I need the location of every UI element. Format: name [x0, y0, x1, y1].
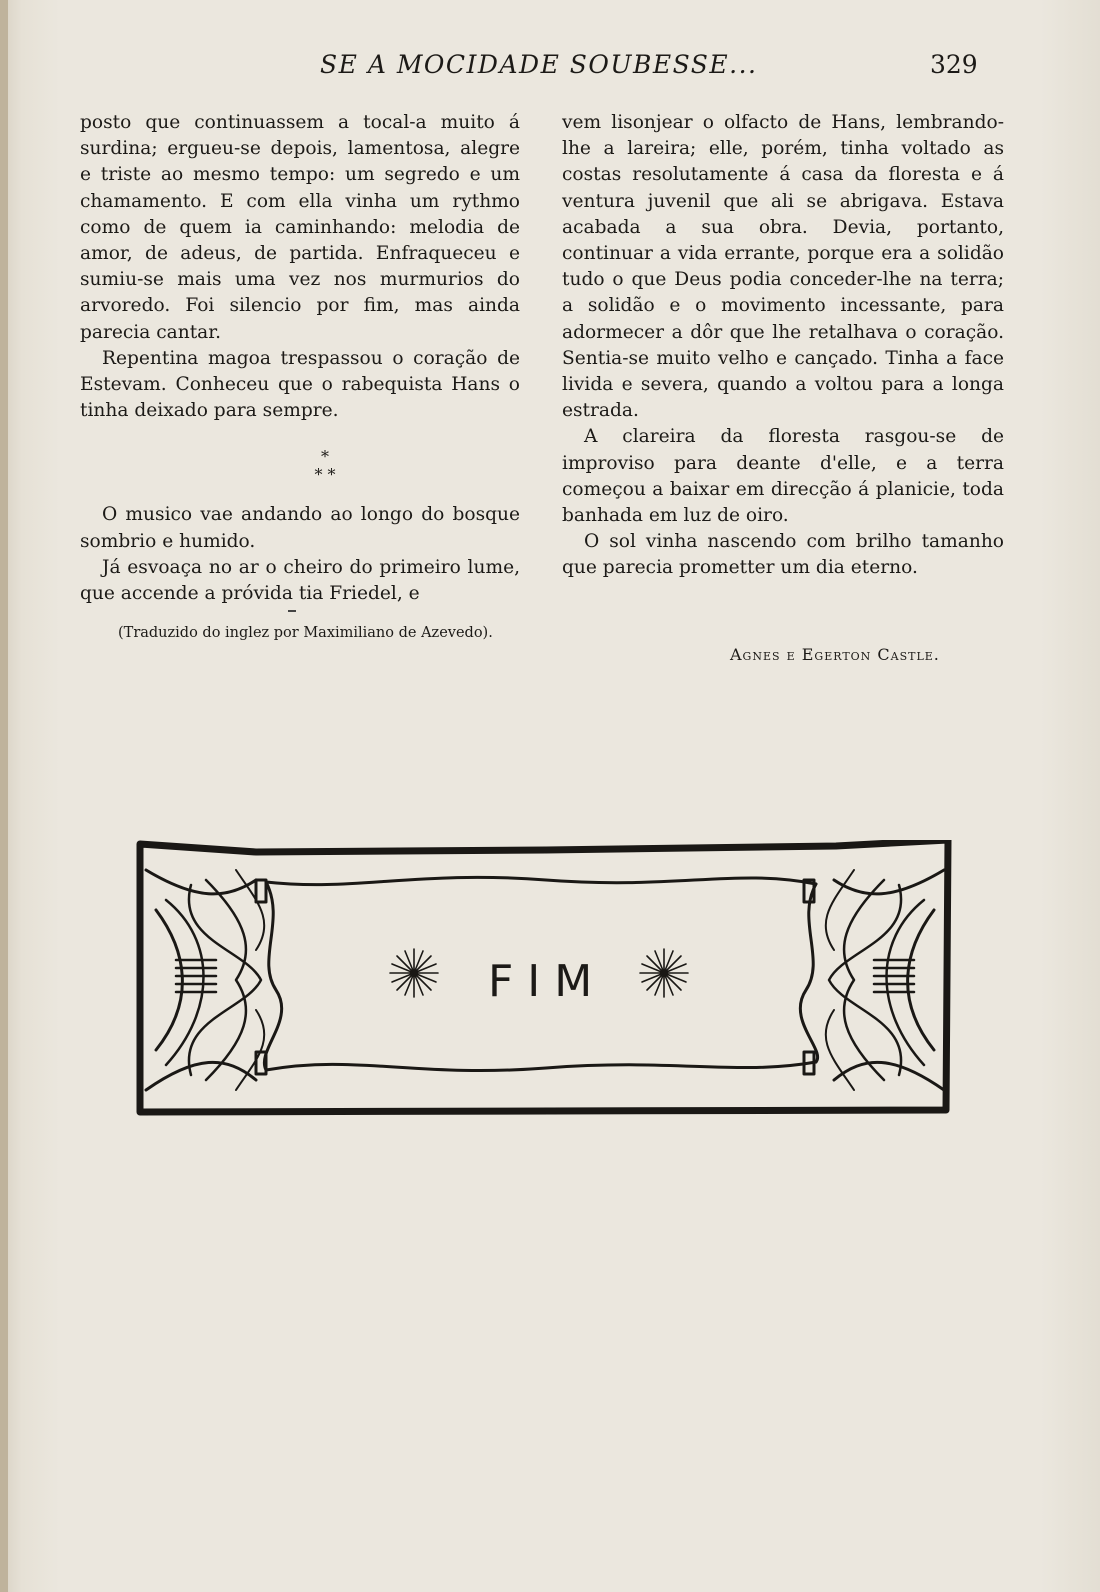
right-text-column [562, 110, 1004, 582]
separator-stars: * * [314, 465, 336, 485]
separator-star: * [321, 447, 329, 467]
running-title: SE A MOCIDADE SOUBESSE... [320, 50, 758, 79]
end-dash [288, 610, 296, 612]
page-number: 329 [930, 50, 978, 79]
page-spine-shadow [0, 0, 8, 1592]
paragraph: Já esvoaça no ar o cheiro do primeiro lume, que accende a próvida tia Friedel, e [80, 556, 520, 605]
paragraph: vem lisonjear o olfacto de Hans, lembrando-lhe a lareira; elle, porém, tinha voltado as costas resolutamente á casa da floresta e á ventura juvenil que ali se abrigava. Estava acabada a sua obra. Devia, portanto, continuar a vida errante, porque era a solidão tudo o que Deus podia conceder-lhe na terra; a solidão e o movimento incessante, para adormecer a dôr que lhe retalhava o coração. Sentia-se muito velho e cançado. Tinha a face livida e severa, quando a voltou para a longa estrada. [562, 112, 1004, 422]
paragraph: A clareira da floresta rasgou-se de improviso para deante d'elle, e a terra começou a baixar em direcção á planicie, toda banhada em luz de oiro. [562, 426, 1004, 527]
author-credit: Agnes e Egerton Castle. [730, 645, 940, 664]
left-text-column [80, 110, 520, 607]
translator-credit: (Traduzido do inglez por Maximiliano de Azevedo). [118, 625, 493, 641]
section-separator [130, 448, 520, 484]
paragraph: O musico vae andando ao longo do bosque sombrio e humido. [80, 504, 520, 552]
fim-label: FIM [488, 956, 607, 1007]
paragraph: posto que continuassem a tocal-a muito á surdina; ergueu-se depois, lamentosa, alegre e triste ao mesmo tempo: um segredo e um chamamento. E com ella vinha um rythmo como de quem ia caminhando: melodia de amor, de adeus, de partida. Enfraqueceu e sumiu-se mais uma vez nos murmurios do arvoredo. Foi silencio por fim, mas ainda parecia cantar. [80, 112, 520, 343]
paragraph: O sol vinha nascendo com brilho tamanho que parecia prometter um dia eterno. [562, 531, 1004, 579]
paragraph: Repentina magoa trespassou o coração de Estevam. Conheceu que o rabequista Hans o tinha deixado para sempre. [80, 347, 520, 422]
